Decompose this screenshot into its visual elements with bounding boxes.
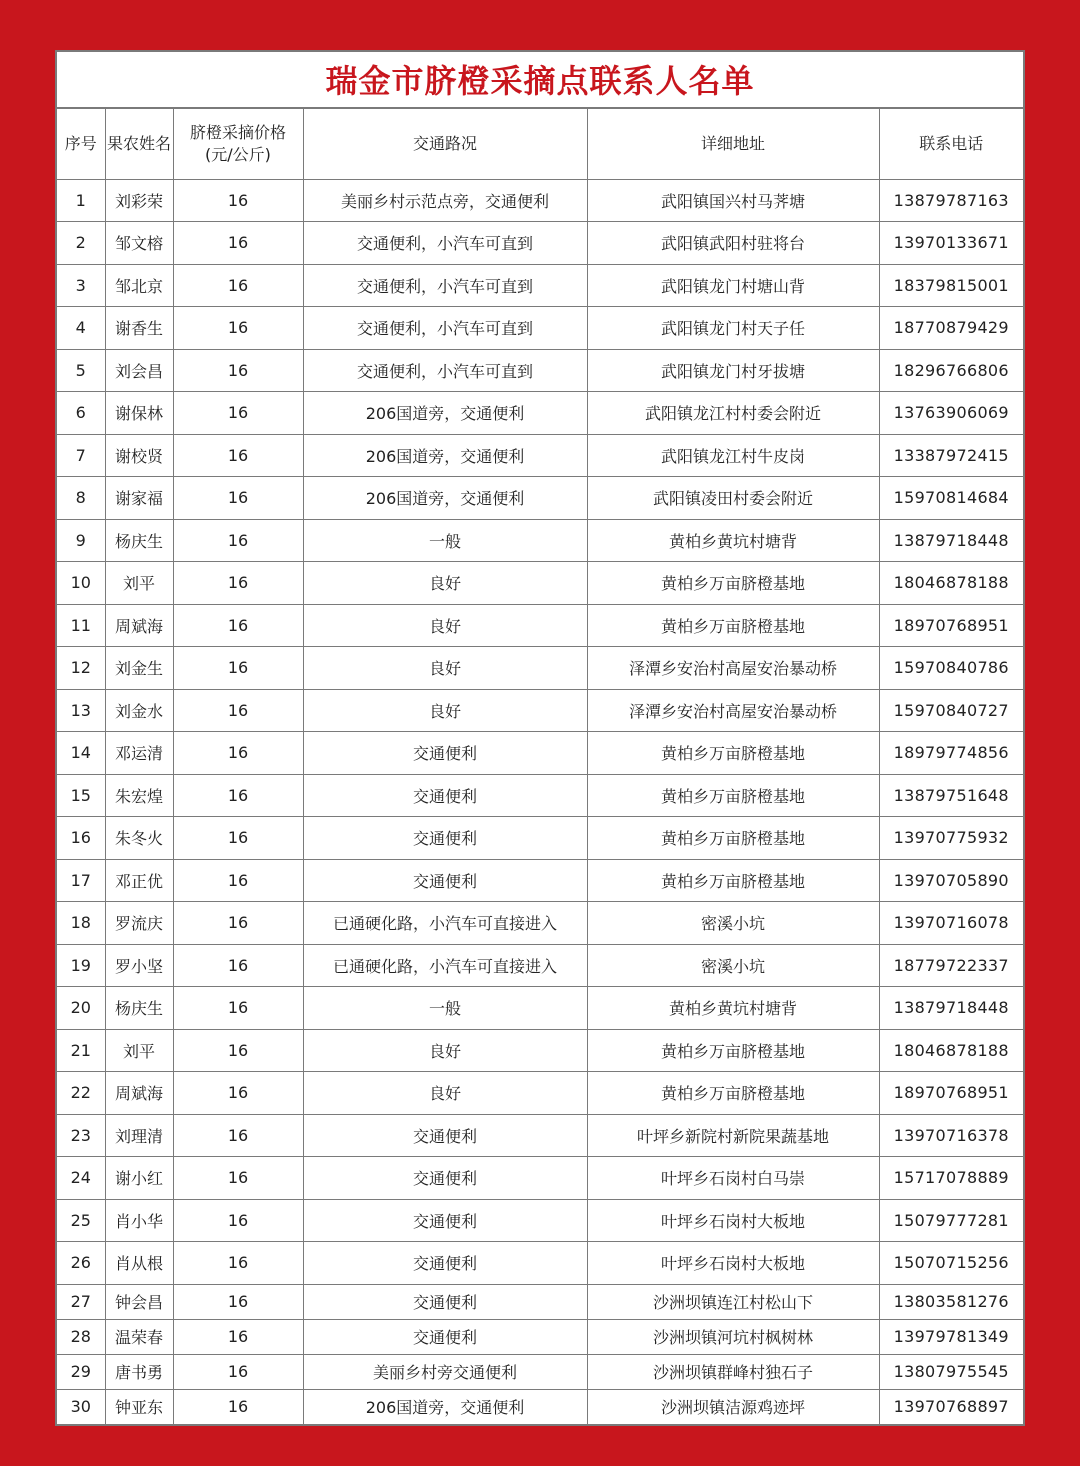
cell-farmer-name: 刘平	[105, 1029, 173, 1072]
cell-address: 沙洲坝镇洁源鸡迹坪	[587, 1389, 879, 1424]
cell-farmer-name: 刘理清	[105, 1114, 173, 1157]
cell-farmer-name: 钟亚东	[105, 1389, 173, 1424]
header-traffic: 交通路况	[303, 109, 587, 180]
cell-price: 16	[173, 817, 303, 860]
cell-address: 叶坪乡新院村新院果蔬基地	[587, 1114, 879, 1157]
cell-farmer-name: 刘彩荣	[105, 179, 173, 222]
cell-index: 5	[57, 349, 105, 392]
cell-traffic: 交通便利，小汽车可直到	[303, 222, 587, 265]
cell-price: 16	[173, 1284, 303, 1319]
cell-traffic: 已通硬化路，小汽车可直接进入	[303, 902, 587, 945]
cell-address: 黄柏乡万亩脐橙基地	[587, 562, 879, 605]
contact-table	[57, 109, 1023, 1425]
cell-phone: 15079777281	[879, 1199, 1023, 1242]
cell-phone: 18770879429	[879, 307, 1023, 350]
cell-phone: 13970768897	[879, 1389, 1023, 1424]
cell-farmer-name: 刘金水	[105, 689, 173, 732]
table-row	[57, 817, 1023, 860]
cell-phone: 18970768951	[879, 1072, 1023, 1115]
cell-index: 1	[57, 179, 105, 222]
cell-farmer-name: 谢保林	[105, 392, 173, 435]
cell-traffic: 交通便利	[303, 774, 587, 817]
cell-price: 16	[173, 1242, 303, 1285]
cell-price: 16	[173, 307, 303, 350]
contact-list-sheet	[55, 50, 1025, 1426]
cell-address: 武阳镇龙门村牙拔塘	[587, 349, 879, 392]
cell-index: 28	[57, 1319, 105, 1354]
table-row	[57, 307, 1023, 350]
table-row	[57, 562, 1023, 605]
cell-traffic: 良好	[303, 562, 587, 605]
cell-traffic: 良好	[303, 689, 587, 732]
cell-phone: 13970716378	[879, 1114, 1023, 1157]
cell-address: 密溪小坑	[587, 944, 879, 987]
cell-traffic: 交通便利	[303, 817, 587, 860]
cell-phone: 13763906069	[879, 392, 1023, 435]
cell-address: 泽潭乡安治村高屋安治暴动桥	[587, 647, 879, 690]
cell-traffic: 交通便利，小汽车可直到	[303, 307, 587, 350]
cell-index: 30	[57, 1389, 105, 1424]
cell-price: 16	[173, 519, 303, 562]
cell-index: 20	[57, 987, 105, 1030]
cell-phone: 13979781349	[879, 1319, 1023, 1354]
table-row	[57, 1072, 1023, 1115]
cell-traffic: 美丽乡村示范点旁，交通便利	[303, 179, 587, 222]
cell-address: 武阳镇国兴村马荠塘	[587, 179, 879, 222]
cell-traffic: 已通硬化路，小汽车可直接进入	[303, 944, 587, 987]
cell-address: 黄柏乡万亩脐橙基地	[587, 732, 879, 775]
cell-traffic: 良好	[303, 647, 587, 690]
cell-phone: 18779722337	[879, 944, 1023, 987]
cell-price: 16	[173, 1354, 303, 1389]
cell-address: 黄柏乡万亩脐橙基地	[587, 1029, 879, 1072]
table-row	[57, 1319, 1023, 1354]
cell-address: 黄柏乡万亩脐橙基地	[587, 817, 879, 860]
cell-farmer-name: 肖小华	[105, 1199, 173, 1242]
cell-address: 黄柏乡黄坑村塘背	[587, 519, 879, 562]
cell-farmer-name: 朱宏煌	[105, 774, 173, 817]
cell-price: 16	[173, 1072, 303, 1115]
cell-farmer-name: 邓正优	[105, 859, 173, 902]
cell-address: 黄柏乡万亩脐橙基地	[587, 774, 879, 817]
cell-index: 8	[57, 477, 105, 520]
cell-price: 16	[173, 647, 303, 690]
cell-address: 武阳镇龙门村天子任	[587, 307, 879, 350]
cell-phone: 13970705890	[879, 859, 1023, 902]
cell-index: 29	[57, 1354, 105, 1389]
cell-price: 16	[173, 222, 303, 265]
cell-farmer-name: 谢香生	[105, 307, 173, 350]
cell-phone: 18046878188	[879, 562, 1023, 605]
cell-phone: 13879751648	[879, 774, 1023, 817]
cell-price: 16	[173, 179, 303, 222]
cell-index: 12	[57, 647, 105, 690]
cell-price: 16	[173, 1114, 303, 1157]
cell-index: 25	[57, 1199, 105, 1242]
cell-traffic: 一般	[303, 519, 587, 562]
table-row	[57, 1199, 1023, 1242]
cell-price: 16	[173, 859, 303, 902]
cell-address: 武阳镇武阳村驻将台	[587, 222, 879, 265]
cell-address: 黄柏乡万亩脐橙基地	[587, 604, 879, 647]
cell-price: 16	[173, 477, 303, 520]
cell-index: 19	[57, 944, 105, 987]
table-row	[57, 1284, 1023, 1319]
cell-address: 黄柏乡万亩脐橙基地	[587, 1072, 879, 1115]
cell-address: 沙洲坝镇河坑村枫树林	[587, 1319, 879, 1354]
cell-index: 7	[57, 434, 105, 477]
cell-traffic: 交通便利	[303, 1319, 587, 1354]
cell-farmer-name: 刘金生	[105, 647, 173, 690]
cell-price: 16	[173, 732, 303, 775]
cell-index: 6	[57, 392, 105, 435]
cell-price: 16	[173, 1389, 303, 1424]
cell-index: 16	[57, 817, 105, 860]
table-row	[57, 647, 1023, 690]
table-row	[57, 477, 1023, 520]
cell-index: 22	[57, 1072, 105, 1115]
cell-phone: 13807975545	[879, 1354, 1023, 1389]
cell-traffic: 交通便利，小汽车可直到	[303, 349, 587, 392]
cell-index: 2	[57, 222, 105, 265]
cell-farmer-name: 唐书勇	[105, 1354, 173, 1389]
table-row	[57, 434, 1023, 477]
cell-price: 16	[173, 1029, 303, 1072]
page-title: 瑞金市脐橙采摘点联系人名单	[57, 52, 1023, 109]
table-row	[57, 1389, 1023, 1424]
cell-farmer-name: 刘会昌	[105, 349, 173, 392]
cell-phone: 18296766806	[879, 349, 1023, 392]
cell-address: 叶坪乡石岗村大板地	[587, 1242, 879, 1285]
cell-phone: 15970840786	[879, 647, 1023, 690]
cell-farmer-name: 周斌海	[105, 604, 173, 647]
cell-address: 叶坪乡石岗村白马崇	[587, 1157, 879, 1200]
table-row	[57, 1354, 1023, 1389]
cell-price: 16	[173, 774, 303, 817]
header-price	[173, 109, 303, 180]
cell-phone: 18379815001	[879, 264, 1023, 307]
cell-price: 16	[173, 1199, 303, 1242]
cell-address: 黄柏乡黄坑村塘背	[587, 987, 879, 1030]
cell-price: 16	[173, 987, 303, 1030]
cell-traffic: 206国道旁，交通便利	[303, 1389, 587, 1424]
cell-phone: 13879718448	[879, 519, 1023, 562]
cell-traffic: 206国道旁，交通便利	[303, 477, 587, 520]
cell-farmer-name: 肖从根	[105, 1242, 173, 1285]
table-row	[57, 392, 1023, 435]
cell-index: 17	[57, 859, 105, 902]
cell-phone: 13970716078	[879, 902, 1023, 945]
cell-phone: 13879787163	[879, 179, 1023, 222]
header-price-unit: (元/公斤)	[205, 144, 271, 164]
cell-address: 武阳镇龙江村牛皮岗	[587, 434, 879, 477]
cell-farmer-name: 谢家福	[105, 477, 173, 520]
cell-traffic: 206国道旁，交通便利	[303, 434, 587, 477]
header-index: 序号	[57, 109, 105, 180]
cell-farmer-name: 温荣春	[105, 1319, 173, 1354]
cell-price: 16	[173, 562, 303, 605]
cell-phone: 13970133671	[879, 222, 1023, 265]
cell-index: 4	[57, 307, 105, 350]
header-phone: 联系电话	[879, 109, 1023, 180]
cell-traffic: 交通便利	[303, 732, 587, 775]
cell-traffic: 交通便利	[303, 1284, 587, 1319]
cell-traffic: 良好	[303, 1029, 587, 1072]
cell-phone: 15717078889	[879, 1157, 1023, 1200]
cell-price: 16	[173, 434, 303, 477]
cell-price: 16	[173, 689, 303, 732]
table-header-row	[57, 109, 1023, 180]
cell-traffic: 交通便利	[303, 1157, 587, 1200]
table-row	[57, 349, 1023, 392]
cell-address: 沙洲坝镇群峰村独石子	[587, 1354, 879, 1389]
cell-index: 27	[57, 1284, 105, 1319]
table-row	[57, 944, 1023, 987]
cell-address: 沙洲坝镇连江村松山下	[587, 1284, 879, 1319]
table-row	[57, 519, 1023, 562]
cell-farmer-name: 罗流庆	[105, 902, 173, 945]
cell-phone: 13387972415	[879, 434, 1023, 477]
cell-phone: 18046878188	[879, 1029, 1023, 1072]
cell-index: 11	[57, 604, 105, 647]
cell-address: 叶坪乡石岗村大板地	[587, 1199, 879, 1242]
cell-price: 16	[173, 604, 303, 647]
cell-traffic: 交通便利	[303, 1242, 587, 1285]
header-address: 详细地址	[587, 109, 879, 180]
cell-phone: 13879718448	[879, 987, 1023, 1030]
cell-index: 14	[57, 732, 105, 775]
cell-index: 15	[57, 774, 105, 817]
cell-price: 16	[173, 902, 303, 945]
cell-farmer-name: 邓运清	[105, 732, 173, 775]
cell-phone: 13803581276	[879, 1284, 1023, 1319]
cell-phone: 13970775932	[879, 817, 1023, 860]
cell-index: 13	[57, 689, 105, 732]
cell-phone: 15970814684	[879, 477, 1023, 520]
cell-price: 16	[173, 264, 303, 307]
cell-price: 16	[173, 1319, 303, 1354]
header-farmer-name: 果农姓名	[105, 109, 173, 180]
cell-address: 黄柏乡万亩脐橙基地	[587, 859, 879, 902]
cell-traffic: 交通便利	[303, 1199, 587, 1242]
cell-farmer-name: 周斌海	[105, 1072, 173, 1115]
table-row	[57, 1157, 1023, 1200]
cell-address: 泽潭乡安治村高屋安治暴动桥	[587, 689, 879, 732]
cell-farmer-name: 杨庆生	[105, 519, 173, 562]
cell-phone: 18970768951	[879, 604, 1023, 647]
cell-traffic: 良好	[303, 604, 587, 647]
cell-index: 24	[57, 1157, 105, 1200]
table-row	[57, 179, 1023, 222]
cell-price: 16	[173, 1157, 303, 1200]
cell-traffic: 交通便利	[303, 859, 587, 902]
cell-index: 18	[57, 902, 105, 945]
header-price-label: 脐橙采摘价格	[189, 122, 286, 142]
cell-phone: 15970840727	[879, 689, 1023, 732]
table-row	[57, 604, 1023, 647]
cell-traffic: 206国道旁，交通便利	[303, 392, 587, 435]
cell-farmer-name: 谢校贤	[105, 434, 173, 477]
cell-index: 3	[57, 264, 105, 307]
cell-index: 10	[57, 562, 105, 605]
table-row	[57, 987, 1023, 1030]
cell-farmer-name: 谢小红	[105, 1157, 173, 1200]
cell-farmer-name: 邹文榕	[105, 222, 173, 265]
cell-address: 密溪小坑	[587, 902, 879, 945]
cell-phone: 18979774856	[879, 732, 1023, 775]
cell-farmer-name: 钟会昌	[105, 1284, 173, 1319]
table-row	[57, 732, 1023, 775]
cell-traffic: 良好	[303, 1072, 587, 1115]
cell-farmer-name: 罗小坚	[105, 944, 173, 987]
cell-address: 武阳镇龙江村村委会附近	[587, 392, 879, 435]
cell-traffic: 交通便利，小汽车可直到	[303, 264, 587, 307]
cell-index: 21	[57, 1029, 105, 1072]
cell-farmer-name: 刘平	[105, 562, 173, 605]
cell-traffic: 一般	[303, 987, 587, 1030]
table-row	[57, 1114, 1023, 1157]
cell-address: 武阳镇龙门村塘山背	[587, 264, 879, 307]
table-row	[57, 902, 1023, 945]
cell-farmer-name: 杨庆生	[105, 987, 173, 1030]
cell-traffic: 美丽乡村旁交通便利	[303, 1354, 587, 1389]
cell-index: 9	[57, 519, 105, 562]
cell-index: 26	[57, 1242, 105, 1285]
table-row	[57, 1029, 1023, 1072]
table-row	[57, 689, 1023, 732]
cell-price: 16	[173, 392, 303, 435]
table-row	[57, 1242, 1023, 1285]
cell-address: 武阳镇凌田村委会附近	[587, 477, 879, 520]
table-row	[57, 222, 1023, 265]
cell-phone: 15070715256	[879, 1242, 1023, 1285]
table-row	[57, 859, 1023, 902]
cell-traffic: 交通便利	[303, 1114, 587, 1157]
cell-price: 16	[173, 349, 303, 392]
cell-price: 16	[173, 944, 303, 987]
cell-farmer-name: 朱冬火	[105, 817, 173, 860]
table-row	[57, 774, 1023, 817]
table-row	[57, 264, 1023, 307]
cell-farmer-name: 邹北京	[105, 264, 173, 307]
cell-index: 23	[57, 1114, 105, 1157]
